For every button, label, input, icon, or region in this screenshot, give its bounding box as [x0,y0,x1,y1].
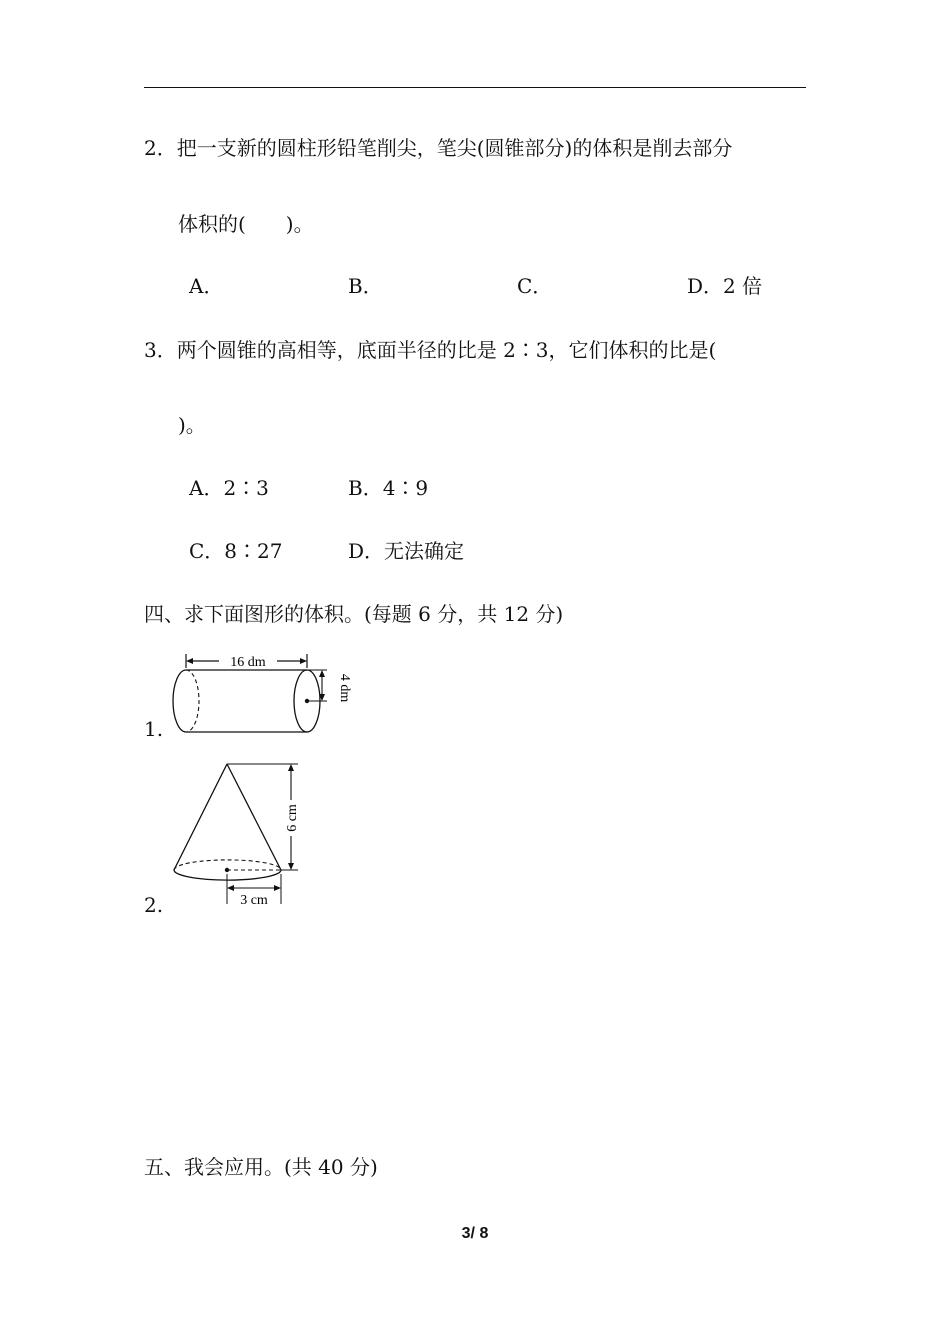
section5-title: 五、我会应用。(共 40 分) [144,1155,378,1179]
q2-text-line2: 体积的( )。 [178,212,314,236]
radius-label: 3 cm [240,893,268,908]
item2-number: 2. [144,893,164,917]
q3-option-d: D．无法确定 [348,539,465,563]
length-label: 16 dm [230,655,266,670]
q2-option-a: A． [189,274,224,298]
q3-text-line1: 3．两个圆锥的高相等，底面半径的比是 2∶3，它们体积的比是( [144,338,717,362]
page-number: 3/ 8 [461,1225,489,1242]
cone-figure [165,756,310,912]
q2-text-line1: 2．把一支新的圆柱形铅笔削尖，笔尖(圆锥部分)的体积是削去部分 [144,136,733,160]
q3-option-c: C．8∶27 [189,539,283,563]
item1-number: 1. [144,717,164,741]
diameter-label: 4 dm [337,673,352,703]
q2-option-b: B． [348,274,383,298]
q3-option-b: B．4∶9 [348,476,429,500]
q2-option-d: D．2 倍 [687,274,763,298]
height-label: 6 cm [285,804,300,832]
q3-option-a: A．2∶3 [189,476,269,500]
q2-option-c: C． [517,274,553,298]
cylinder-figure [165,648,360,740]
section4-title: 四、求下面图形的体积。(每题 6 分，共 12 分) [144,602,564,626]
header-rule [144,87,806,88]
q3-text-line2: )。 [178,413,206,437]
